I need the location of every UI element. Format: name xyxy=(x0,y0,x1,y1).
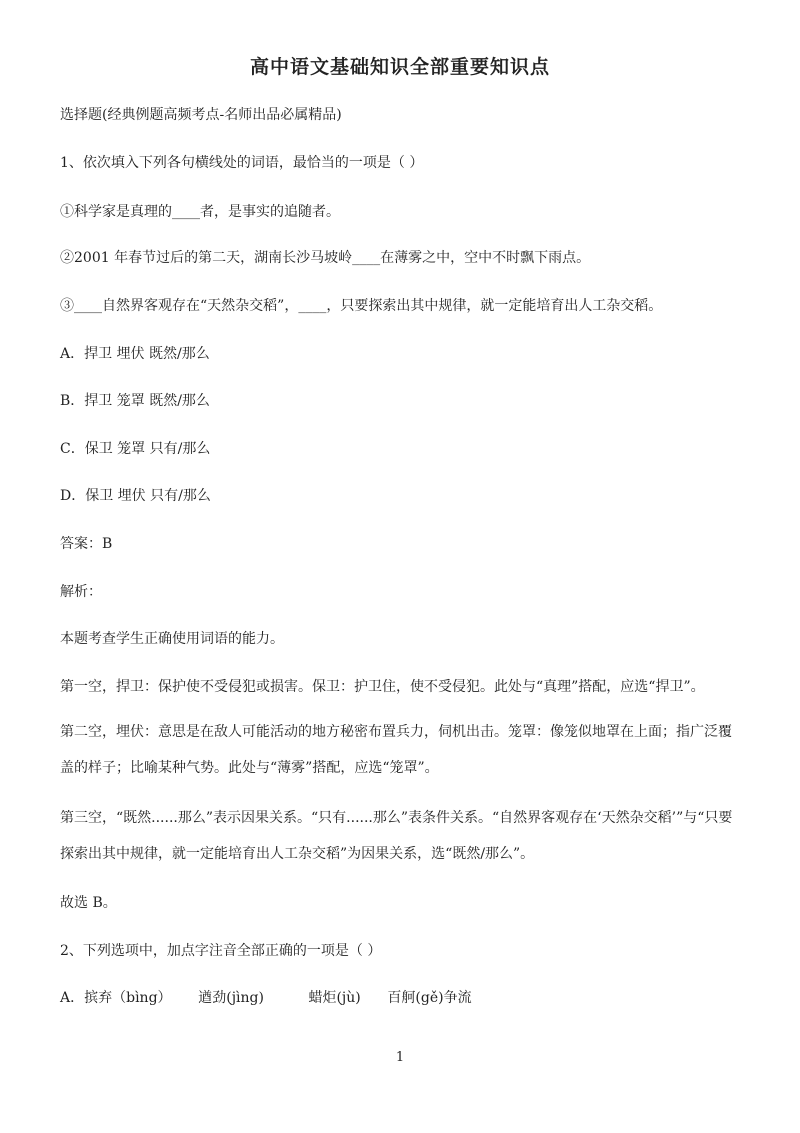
analysis-paragraph-4: 第三空，“既然......那么”表示因果关系。“只有......那么”表条件关系。“自然界客观存在‘天然杂交稻’”与“只要探索出其中规律，就一定能培育出人工杂交稻”为因果关系，选“既然/那么”。 xyxy=(60,810,733,862)
question-1-sentence-2: ②2001 年春节过后的第二天，湖南长沙马坡岭____在薄雾之中，空中不时飘下雨点。 xyxy=(60,250,591,266)
question-2-stem: 2、下列选项中，加点字注音全部正确的一项是（ ） xyxy=(60,943,382,959)
question-1-option-d: D．保卫 埋伏 只有/那么 xyxy=(60,488,211,504)
analysis-label: 解析： xyxy=(60,584,102,600)
question-1-conclusion: 故选 B。 xyxy=(60,895,117,911)
analysis-paragraph-2: 第一空，捍卫：保护使不受侵犯或损害。保卫：护卫住，使不受侵犯。此处与“真理”搭配，应选“捍卫”。 xyxy=(60,679,705,695)
question-1-stem: 1、依次填入下列各句横线处的词语，最恰当的一项是（ ） xyxy=(60,155,424,171)
question-1-answer: 答案：B xyxy=(60,536,113,552)
question-2-option-a: A．摈弃（bìng） 遒劲(jìng) 蜡炬(jù) 百舸(gě)争流 xyxy=(60,990,472,1006)
analysis-paragraph-1: 本题考查学生正确使用词语的能力。 xyxy=(60,631,284,647)
question-1-option-b: B．捍卫 笼罩 既然/那么 xyxy=(60,393,210,409)
question-1-option-c: C．保卫 笼罩 只有/那么 xyxy=(60,441,211,457)
page-number: 1 xyxy=(395,1050,405,1065)
question-1-sentence-1: ①科学家是真理的____者，是事实的追随者。 xyxy=(60,204,340,220)
question-1-option-a: A．捍卫 埋伏 既然/那么 xyxy=(60,346,210,362)
document-title: 高中语文基础知识全部重要知识点 xyxy=(249,56,550,78)
section-heading: 选择题(经典例题高频考点-名师出品必属精品) xyxy=(60,107,342,123)
question-1-sentence-3: ③____自然界客观存在“天然杂交稻”，____，只要探索出其中规律，就一定能培育出人工杂交稻。 xyxy=(60,298,663,314)
analysis-paragraph-3: 第二空，埋伏：意思是在敌人可能活动的地方秘密布置兵力，伺机出击。笼罩：像笼似地罩在上面；指广泛覆盖的样子；比喻某种气势。此处与“薄雾”搭配，应选“笼罩”。 xyxy=(60,724,732,776)
